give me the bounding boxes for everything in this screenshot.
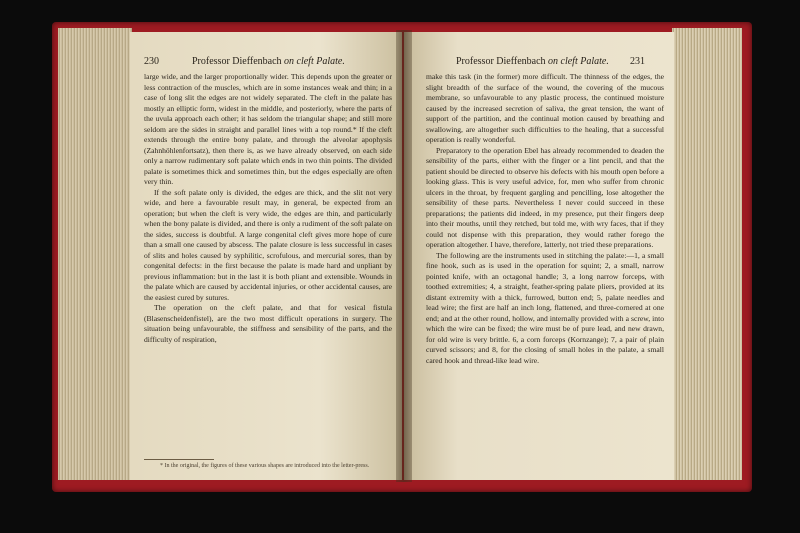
left-paragraph-2: If the soft palate only is divided, the edges are thick, and the slit not very wide, and here a favourable result may, in general, be expected from an operation; but when the cleft is very wide, the edges are thin, and particularly when the bony palate is divided, and there is only a rudiment of the soft palate on the sides, success is doubtful. A large congenital cleft gives more hope of cure than a small one caused by abscess. The palate closure is less successful in cases of slits and holes caused by syphilitic, scrofulous, and mercurial sores, than by congenital defects: in the first because the palate is made hard and unpliant by previous inflammation: but in the last it is both pliant and extensible. Wounds in the palate which are caused by accidental injuries, or other accidental causes, are the easiest cured by sutures. (144, 187, 392, 302)
right-paragraph-1: make this task (in the former) more difficult. The thinness of the edges, the slight breadth of the surface of the wound, the covering of the mucous membrane, so unfavourable to any plastic process, the continued moisture caused by the increased secretion of saliva, the great tension, the want of support of the partition, and the continual motion caused by breathing and swallowing, are altogether such difficulties to the healing, that a successful operation is really wonderful. (426, 72, 664, 144)
left-paragraph-3: The operation on the cleft palate, and that for vesical fistula (Blasenscheidenfistel), are the two most difficult operations in surgery. The situation being unfavourable, the stiffness and sensibility of the parts, and the difficulty of respiration, (144, 303, 392, 344)
right-page (404, 32, 674, 480)
left-running-head-italic: on cleft Palate. (284, 56, 345, 67)
right-page-number: 231 (630, 56, 645, 67)
page-edges-right (672, 28, 742, 480)
right-running-head-italic: on cleft Palate. (548, 56, 609, 67)
right-paragraph-3: The following are the instruments used in stitching the palate:—1, a small fine hook, such as is used in the operation for squint; 2, a small, narrow pointed knife, with an octagonal handle; 3, a long narrow forceps, with toothed extremities; 4, a straight, feather-spring palate pliers, provided at its distant extremity with a thick, furrowed, button end; 5, palate needles and lead wire; the first are half an inch long, flattened, and three-cornered at one end; and at the other round, hollow, and internally provided with a screw, into which the wire can be fixed; the wire must be of pure lead, and new drawn, for old wire is very brittle. 6, a corn forceps (Kornzange); 7, a pair of plain curved scissors; and 8, for the closing of small holes in the palate, a small cared hook and thread-like lead wire. (426, 250, 664, 365)
left-page (130, 32, 402, 480)
right-running-head (456, 56, 609, 67)
left-running-head (192, 56, 345, 67)
left-paragraph-1: large wide, and the larger proportionally wider. This depends upon the greater or less contraction of the muscles, which are in some instances weak and thin; in a case of long slit the edges are not widely separated. The cleft in the palate has mostly an elliptic form, widest in the middle, and posteriorly, where the parts of the uvula approach each other; it has seldom the triangular shape; and still more seldom are the sides in straight and parallel lines with a top round.* If the cleft extends through the entire bony palate, and through the alveolar apophysis (Zahnhöhlenfortsatz), then there is, as we have already observed, on each side only a narrow rudimentary soft palate which ends in two thin points. The divided palate is sometimes thick and sometimes thin, but the edges especially are often very thin. (144, 72, 392, 186)
left-page-number: 230 (144, 56, 159, 67)
footnote-rule (144, 459, 214, 460)
left-running-head-text: Professor Dieffenbach (192, 56, 282, 67)
book-gutter (396, 30, 412, 482)
left-page-body (144, 72, 392, 345)
page-edges-left (58, 28, 132, 480)
right-running-head-text: Professor Dieffenbach (456, 56, 546, 67)
right-page-body (426, 72, 664, 366)
right-paragraph-2: Preparatory to the operation Ebel has already recommended to deaden the sensibility of the parts, either with the finger or a lint pencil, and that the patient should be directed to observe his defects with his mouth open before a looking glass. This is very useful advice, for, men who suffer from chronic ulcers in the throat, by frequent gargling and pencilling, lose altogether the sensibility of these parts. Nevertheless I never could succeed in these preparations; the patients did indeed, in my presence, put their fingers deep into their mouths, until they retched, but told me, with wry faces, that if they could not dispense with this preparation, they would rather forego the operation altogether. I have, therefore, latterly, not tried these preparations. (426, 145, 664, 249)
left-footnote: * In the original, the figures of these various shapes are introduced into the letter-press. (160, 463, 370, 469)
